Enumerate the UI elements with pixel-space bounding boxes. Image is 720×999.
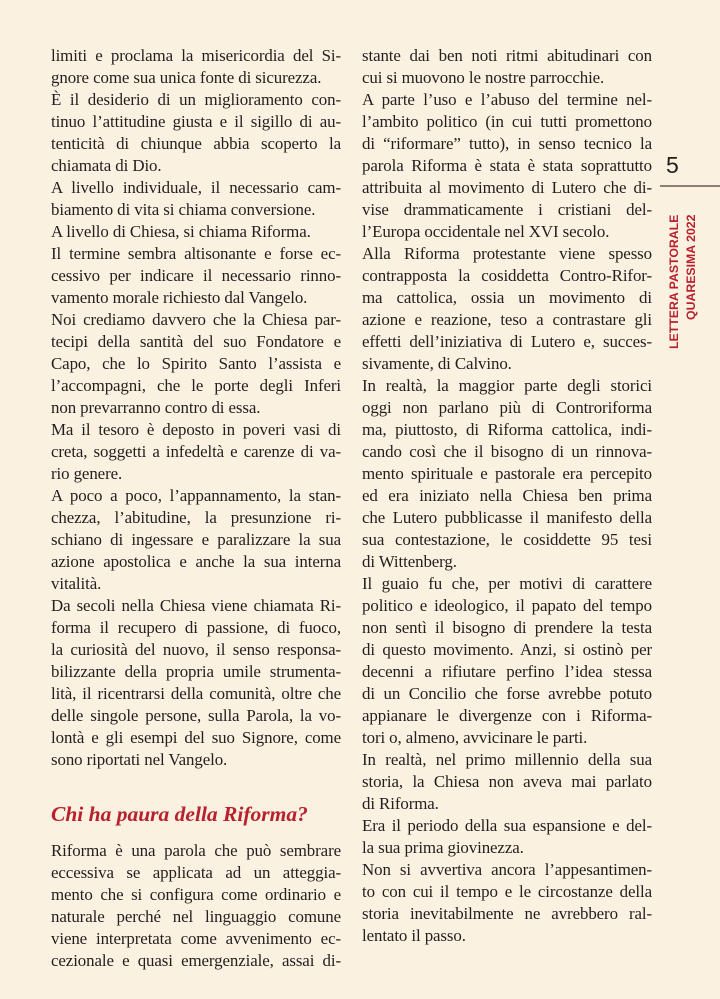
text-line: azione apostolica e anche la sua interna [51,552,341,571]
text-line: Non si avvertiva ancora l’appesantimen- [362,860,652,879]
margin-rule [660,185,720,187]
text-line: di questo movimento. Anzi, si ostinò per [362,640,652,659]
text-line: eccessiva se applicata ad un atteggia- [51,863,341,882]
text-line: effetti dell’iniziativa di Lutero e, succes- [362,332,652,351]
text-line: sua contestazione, le cosiddette 95 tesi [362,530,652,549]
text-line: rio genere. [51,464,123,483]
text-line: vitalità. [51,574,102,593]
text-line: sivamente, di Calvino. [362,354,512,373]
text-line: tori o, almeno, avvicinare le parti. [362,728,588,747]
text-line: l’accompagni, che le porte degli Inferi [51,376,341,395]
text-line: attribuita al movimento di Lutero che di- [362,178,652,197]
text-line: la curiosità del nuovo, il senso responsa- [51,640,341,659]
text-line: A livello individuale, il necessario cam- [51,178,341,197]
text-line: sono riportati nel Vangelo. [51,750,228,769]
text-line: di un Concilio che forse avrebbe potuto [362,684,652,703]
text-line: cui si muovono le nostre parrocchie. [362,68,605,87]
text-line: ed era iniziato nella Chiesa ben prima [362,486,652,505]
text-line: biamento di vita si chiama conversione. [51,200,316,219]
text-line: In realtà, la maggior parte degli storici [362,376,652,395]
text-line: appianare le divergenze con i Riforma- [362,706,652,725]
text-line: la sua prima giovinezza. [362,838,524,857]
text-line: decenni a rifiutare perfino l’idea stessa [362,662,652,681]
text-line: ma cattolica, ossia un movimento di [362,288,652,307]
text-line: tenticità di chiunque abbia scoperto la [51,134,341,153]
text-line: schiano di ingessare e paralizzare la sua [51,530,341,549]
text-line: cando così che il bisogno di un rinnova- [362,442,652,461]
text-line: cezionale e quasi emergenziale, assai di- [51,951,341,970]
text-line: Ma il tesoro è deposto in poveri vasi di [51,420,341,439]
text-line: lontà e gli esempi del suo Signore, come [51,728,341,747]
side-label-line-1: LETTERA PASTORALE [667,214,681,349]
text-line: non prevarranno contro di essa. [51,398,261,417]
text-line: mento spirituale e pastorale era percepito [362,464,652,483]
text-line: chiamata di Dio. [51,156,162,175]
text-line: lità, il ricentrarsi della comunità, oltre che [51,684,341,703]
text-line: Capo, che lo Spirito Santo l’assista e [51,354,341,373]
text-line: l’ambito politico (in cui tutti promettono [362,112,652,131]
text-line: che Lutero pubblicasse il manifesto della [362,508,652,527]
side-label [658,200,718,350]
text-line: mento che si configura come ordinario e [51,885,341,904]
text-line: to con cui il tempo e le circostanze della [362,882,652,901]
text-line: Alla Riforma protestante viene spesso [362,244,652,263]
text-line: creta, soggetti a infedeltà e carenze di va- [51,442,341,461]
text-line: naturale perché nel linguaggio comune [51,907,341,926]
text-line: azione e reazione, teso a contrastare gli [362,310,652,329]
text-line: chezza, l’abitudine, la presunzione ri- [51,508,341,527]
text-line: storia, la Chiesa non aveva mai parlato [362,772,652,791]
text-line: viene interpretata come avvenimento ec- [51,929,341,948]
section-heading: Chi ha paura della Riforma? [51,802,308,826]
text-line: A livello di Chiesa, si chiama Riforma. [51,222,311,241]
text-line: l’Europa occidentale nel XVI secolo. [362,222,610,241]
text-line: Era il periodo della sua espansione e del- [362,816,652,835]
text-line: Il guaio fu che, per motivi di carattere [362,574,652,593]
text-line: di “riformare” tutto), in senso tecnico la [362,134,652,153]
text-line: Noi crediamo davvero che la Chiesa par- [51,310,341,329]
text-line: contrapposta la cosiddetta Contro-Rifor- [362,266,652,285]
text-line: limiti e proclama la misericordia del Si- [51,46,341,65]
page-number: 5 [666,152,679,178]
text-line: In realtà, nel primo millennio della sua [362,750,652,769]
text-line: A parte l’uso e l’abuso del termine nel- [362,90,652,109]
text-line: Il termine sembra altisonante e forse ec- [51,244,341,263]
text-line: tecipi della santità del suo Fondatore e [51,332,341,351]
text-line: Riforma è una parola che può sembrare [51,841,341,860]
text-line: cessivo per indicare il necessario rinno- [51,266,341,285]
text-line: parola Riforma è stata è stata soprattutto [362,156,652,175]
text-line: di Riforma. [362,794,439,813]
text-line: A poco a poco, l’appannamento, la stan- [51,486,341,505]
text-line: vamento morale richiesto dal Vangelo. [51,288,308,307]
text-line: di Wittenberg. [362,552,457,571]
text-line: oggi non parlano più di Controriforma [362,398,652,417]
text-line: forma il recupero di passione, di fuoco, [51,618,341,637]
text-line: stante dai ben noti ritmi abitudinari con [362,46,652,65]
text-line: lentato il passo. [362,926,466,945]
text-line: gnore come sua unica fonte di sicurezza. [51,68,322,87]
text-line: ma, piuttosto, di Riforma cattolica, indi- [362,420,652,439]
text-line: non sentì il bisogno di prendere la testa [362,618,652,637]
text-line: delle singole persone, sulla Parola, la vo- [51,706,341,725]
text-line: politico e ideologico, il papato del tempo [362,596,652,615]
text-line: vise drammaticamente i cristiani del- [362,200,652,219]
text-line: Da secoli nella Chiesa viene chiamata Ri- [51,596,341,615]
text-line: tinuo l’attitudine giusta e il sigillo di au- [51,112,341,131]
text-line: È il desiderio di un miglioramento con- [51,90,341,109]
text-line: bilizzante della propria umile strumenta- [51,662,341,681]
text-line: storia inevitabilmente ne avrebbero ral- [362,904,652,923]
side-label-line-2: QUARESIMA 2022 [684,214,698,320]
